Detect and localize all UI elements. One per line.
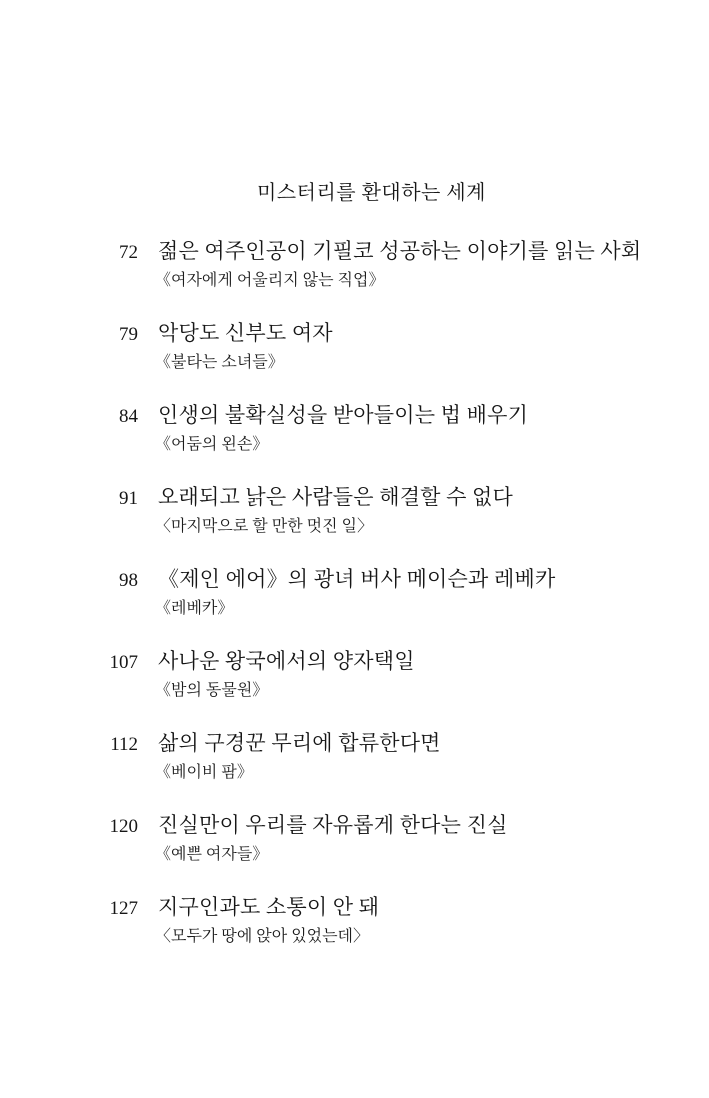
entry-title: 《제인 에어》의 광녀 버사 메이슨과 레베카 xyxy=(158,567,556,591)
entry-text xyxy=(155,564,556,621)
section-title: 미스터리를 환대하는 세계 xyxy=(256,182,487,204)
entry-source-work: 〈모두가 땅에 앉아 있었는데〉 xyxy=(155,928,370,945)
entry-title: 삶의 구경꾼 무리에 합류한다면 xyxy=(158,731,441,755)
toc-entry xyxy=(0,318,709,375)
entry-source-work: 《밤의 동물원》 xyxy=(155,682,269,699)
entry-source-work: 《예쁜 여자들》 xyxy=(155,846,269,863)
entry-text xyxy=(155,892,380,949)
entry-title: 사나운 왕국에서의 양자택일 xyxy=(158,649,415,673)
toc-entry xyxy=(0,892,709,949)
entry-source-work: 《불타는 소녀들》 xyxy=(155,354,284,371)
entry-page-number: 98 xyxy=(119,570,138,591)
entry-title: 악당도 신부도 여자 xyxy=(158,321,333,345)
toc-entry xyxy=(0,400,709,457)
entry-text xyxy=(155,646,415,703)
entry-page-number: 91 xyxy=(119,488,138,509)
entry-page-number: 79 xyxy=(119,324,138,345)
toc-entry xyxy=(0,564,709,621)
entry-title: 지구인과도 소통이 안 돼 xyxy=(158,895,380,919)
toc-entry-list xyxy=(0,236,709,974)
entry-text xyxy=(155,810,508,867)
toc-entry xyxy=(0,482,709,539)
toc-entry xyxy=(0,728,709,785)
entry-title: 진실만이 우리를 자유롭게 한다는 진실 xyxy=(158,813,508,837)
entry-title: 인생의 불확실성을 받아들이는 법 배우기 xyxy=(158,403,529,427)
entry-source-work: 《레베카》 xyxy=(155,600,234,617)
toc-entry xyxy=(0,236,709,293)
toc-entry xyxy=(0,646,709,703)
entry-text xyxy=(155,728,441,785)
entry-text xyxy=(155,236,642,293)
entry-page-number: 112 xyxy=(110,734,138,755)
entry-title: 오래되고 낡은 사람들은 해결할 수 없다 xyxy=(158,485,514,509)
entry-page-number: 84 xyxy=(119,406,138,427)
entry-page-number: 107 xyxy=(109,652,138,673)
toc-entry xyxy=(0,810,709,867)
entry-source-work: 《베이비 팜》 xyxy=(155,764,253,781)
entry-page-number: 120 xyxy=(109,816,138,837)
entry-page-number: 72 xyxy=(119,242,138,263)
entry-source-work: 《여자에게 어울리지 않는 직업》 xyxy=(155,272,385,289)
entry-title: 젊은 여주인공이 기필코 성공하는 이야기를 읽는 사회 xyxy=(158,239,642,263)
entry-text xyxy=(155,482,514,539)
entry-text xyxy=(155,318,333,375)
entry-text xyxy=(155,400,529,457)
entry-page-number: 127 xyxy=(109,898,138,919)
entry-source-work: 《어둠의 왼손》 xyxy=(155,436,269,453)
entry-source-work: 〈마지막으로 할 만한 멋진 일〉 xyxy=(155,518,374,535)
